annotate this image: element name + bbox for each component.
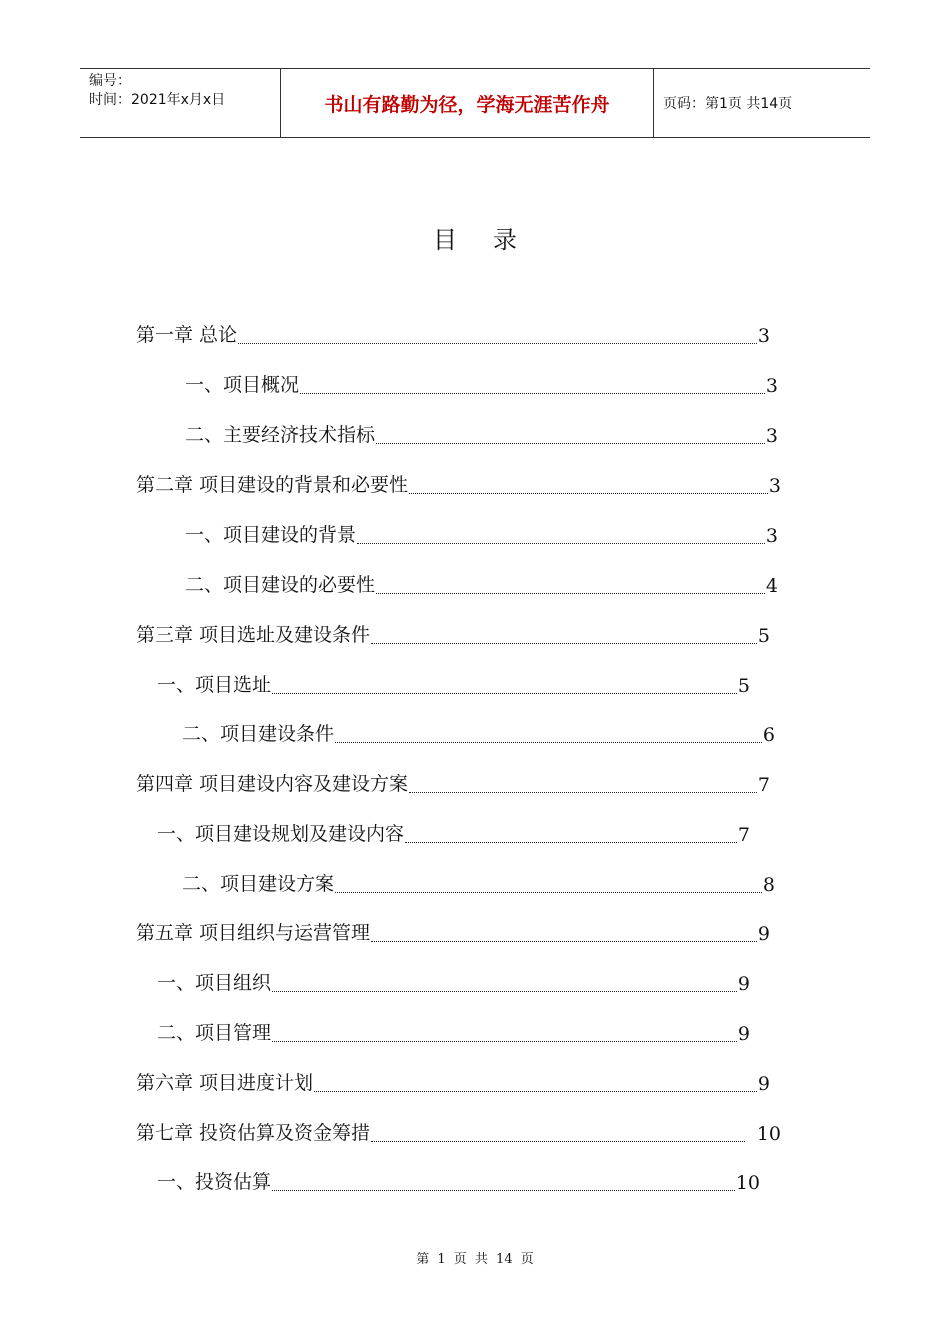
toc-entry-title: 一、项目选址 bbox=[157, 674, 272, 696]
toc-dot-leader bbox=[371, 1140, 745, 1142]
toc-entry-title: 二、项目建设的必要性 bbox=[185, 574, 376, 596]
toc-entry-page: 3 bbox=[765, 375, 778, 397]
toc-entry-page: 5 bbox=[757, 625, 770, 647]
toc-entry-chapter-5[interactable] bbox=[136, 919, 770, 945]
toc-dot-leader bbox=[357, 542, 765, 544]
toc-entry-title: 第五章 项目组织与运营管理 bbox=[136, 922, 371, 944]
toc-entry-chapter-2[interactable] bbox=[136, 471, 781, 497]
toc-entry-title: 二、主要经济技术指标 bbox=[185, 424, 376, 446]
toc-entry-page: 7 bbox=[737, 824, 750, 846]
toc-dot-leader bbox=[300, 392, 765, 394]
toc-entry-page: 9 bbox=[737, 1023, 750, 1045]
toc-entry-chapter-6[interactable] bbox=[136, 1069, 770, 1095]
toc-dot-leader bbox=[335, 891, 762, 893]
toc-entry-chapter-3[interactable] bbox=[136, 621, 770, 647]
toc-entry-page: 3 bbox=[757, 325, 770, 347]
toc-dot-leader bbox=[272, 692, 737, 694]
toc-entry-title: 一、项目概况 bbox=[185, 374, 300, 396]
toc-entry-page: 9 bbox=[757, 923, 770, 945]
toc-dot-leader bbox=[409, 791, 757, 793]
toc-entry-chapter-4[interactable] bbox=[136, 770, 770, 796]
document-date: 时间：2021年x月x日 bbox=[89, 92, 226, 108]
toc-dot-leader bbox=[272, 1189, 735, 1191]
toc-entry-section[interactable] bbox=[182, 870, 775, 896]
page-footer: 第 1 页 共 14 页 bbox=[416, 1252, 534, 1267]
toc-entry-section[interactable] bbox=[182, 720, 775, 746]
header-meta bbox=[80, 69, 281, 137]
toc-entry-page: 3 bbox=[768, 475, 781, 497]
toc-entry-page: 9 bbox=[757, 1073, 770, 1095]
toc-entry-page: 4 bbox=[765, 575, 778, 597]
toc-entry-chapter-1[interactable] bbox=[136, 321, 770, 347]
toc-entry-title: 第二章 项目建设的背景和必要性 bbox=[136, 474, 409, 496]
toc-entry-title: 一、投资估算 bbox=[157, 1171, 272, 1193]
toc-entry-title: 一、项目建设的背景 bbox=[185, 524, 357, 546]
toc-entry-title: 第六章 项目进度计划 bbox=[136, 1072, 314, 1094]
toc-dot-leader bbox=[335, 741, 762, 743]
header-page-info: 页码：第1页 共14页 bbox=[663, 96, 793, 112]
toc-dot-leader bbox=[272, 990, 737, 992]
toc-entry-section[interactable] bbox=[185, 571, 778, 597]
toc-entry-title: 第三章 项目选址及建设条件 bbox=[136, 624, 371, 646]
toc-entry-page: 6 bbox=[762, 724, 775, 746]
toc-entry-page: 8 bbox=[762, 874, 775, 896]
toc-dot-leader bbox=[405, 841, 737, 843]
toc-entry-title: 一、项目建设规划及建设内容 bbox=[157, 823, 405, 845]
toc-dot-leader bbox=[376, 442, 765, 444]
page-header bbox=[80, 68, 870, 138]
toc-dot-leader bbox=[314, 1090, 757, 1092]
toc-dot-leader bbox=[409, 492, 768, 494]
toc-dot-leader bbox=[238, 342, 757, 344]
toc-entry-section[interactable] bbox=[157, 820, 750, 846]
toc-entry-section[interactable] bbox=[157, 1019, 750, 1045]
toc-entry-title: 第七章 投资估算及资金筹措 bbox=[136, 1122, 371, 1144]
toc-dot-leader bbox=[272, 1040, 737, 1042]
toc-entry-title: 第四章 项目建设内容及建设方案 bbox=[136, 773, 409, 795]
toc-entry-page: 3 bbox=[765, 525, 778, 547]
toc-entry-title: 一、项目组织 bbox=[157, 972, 272, 994]
toc-entry-title: 第一章 总论 bbox=[136, 324, 238, 346]
toc-entry-section[interactable] bbox=[157, 671, 750, 697]
toc-entry-section[interactable] bbox=[157, 969, 750, 995]
header-motto: 书山有路勤为径，学海无涯苦作舟 bbox=[281, 69, 654, 137]
toc-entry-section[interactable] bbox=[185, 521, 778, 547]
toc-entry-title: 二、项目管理 bbox=[157, 1022, 272, 1044]
toc-entry-title: 二、项目建设条件 bbox=[182, 723, 335, 745]
toc-entry-section[interactable] bbox=[185, 421, 778, 447]
toc-entry-chapter-7[interactable] bbox=[136, 1119, 781, 1145]
toc-dot-leader bbox=[371, 642, 757, 644]
toc-entry-page: 9 bbox=[737, 973, 750, 995]
toc-entry-section[interactable] bbox=[185, 371, 778, 397]
toc-dot-leader bbox=[376, 592, 765, 594]
document-number-label: 编号： bbox=[89, 73, 131, 89]
toc-entry-page: 3 bbox=[765, 425, 778, 447]
toc-dot-leader bbox=[371, 940, 757, 942]
toc-entry-section[interactable] bbox=[157, 1168, 760, 1194]
toc-entry-page: 10 bbox=[756, 1123, 781, 1145]
toc-entry-page: 7 bbox=[757, 774, 770, 796]
toc-entry-page: 10 bbox=[735, 1172, 760, 1194]
toc-entry-page: 5 bbox=[737, 675, 750, 697]
page-title: 目录 bbox=[433, 226, 553, 254]
toc-entry-title: 二、项目建设方案 bbox=[182, 873, 335, 895]
